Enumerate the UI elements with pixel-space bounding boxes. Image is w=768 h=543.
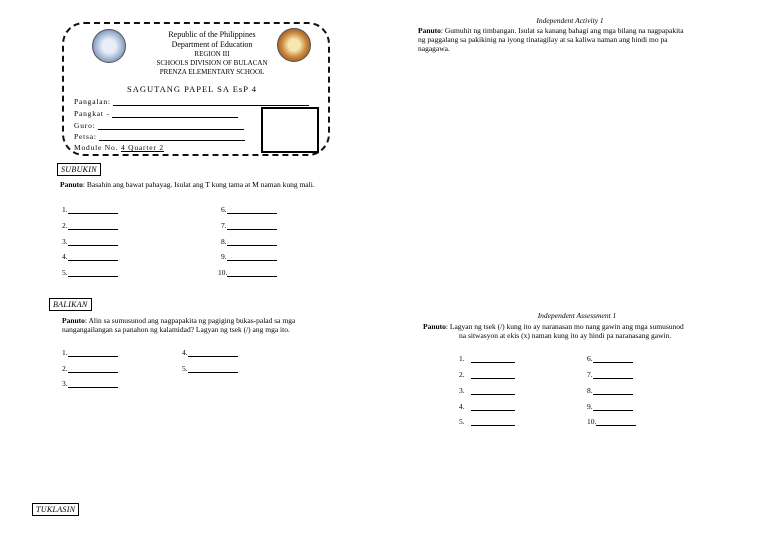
item-number: 5. xyxy=(62,268,68,277)
field-pangkat-label: Pangkat - xyxy=(74,109,110,118)
assessment-title: Independent Assessment 1 xyxy=(537,311,617,320)
item-number: 8. xyxy=(587,386,593,395)
item-number: 6. xyxy=(221,205,227,214)
subukin-item xyxy=(221,205,277,214)
assessment-item xyxy=(587,402,633,411)
field-pangkat xyxy=(74,109,238,118)
item-number: 4. xyxy=(459,402,465,411)
answer-blank[interactable] xyxy=(227,205,277,214)
header-line-4: SCHOOLS DIVISION OF BULACAN xyxy=(156,59,268,67)
assessment-item xyxy=(587,354,633,363)
header-line-3: REGION III xyxy=(194,50,230,58)
item-number: 3. xyxy=(62,379,68,388)
guro-blank[interactable] xyxy=(98,121,244,130)
assessment-item xyxy=(459,354,515,363)
field-petsa-label: Petsa: xyxy=(74,132,97,141)
assessment-instructions xyxy=(423,322,684,340)
activity-panuto-label: Panuto xyxy=(418,26,441,35)
field-pangalan-label: Pangalan: xyxy=(74,97,111,106)
item-number: 4. xyxy=(182,348,188,357)
assessment-item xyxy=(459,417,515,426)
answer-blank[interactable] xyxy=(68,364,118,373)
item-number: 7. xyxy=(221,221,227,230)
item-number: 2. xyxy=(62,221,68,230)
subukin-instructions xyxy=(60,180,315,189)
subukin-panuto-text: : Basahin ang bawat pahayag. Isulat ang T kung tama at M naman kung mali. xyxy=(82,180,315,189)
answer-blank[interactable] xyxy=(188,348,238,357)
answer-blank[interactable] xyxy=(68,268,118,277)
answer-blank[interactable] xyxy=(593,370,633,379)
answer-blank[interactable] xyxy=(68,205,118,214)
item-number: 5. xyxy=(182,364,188,373)
header-line-5: PRENZA ELEMENTARY SCHOOL xyxy=(159,68,265,76)
answer-blank[interactable] xyxy=(596,417,636,426)
subukin-item xyxy=(62,221,118,230)
subukin-item xyxy=(218,268,277,277)
answer-blank[interactable] xyxy=(227,252,277,261)
item-number: 9. xyxy=(221,252,227,261)
subukin-item xyxy=(62,237,118,246)
subukin-item xyxy=(62,205,118,214)
balikan-panuto-text-1: : Alin sa sumusunod ang nagpapakita ng pagiging bukas-palad sa mga xyxy=(84,316,296,325)
assessment-item xyxy=(459,370,515,379)
assessment-text-2: na sitwasyon at ekis (x) naman kung ito ay hindi pa naranasang gawin. xyxy=(459,331,672,340)
answer-blank[interactable] xyxy=(593,386,633,395)
item-number: 6. xyxy=(587,354,593,363)
pangkat-blank[interactable] xyxy=(112,109,238,118)
item-number: 7. xyxy=(587,370,593,379)
answer-blank[interactable] xyxy=(471,354,515,363)
item-number: 2. xyxy=(459,370,465,379)
answer-blank[interactable] xyxy=(227,221,277,230)
answer-blank[interactable] xyxy=(68,221,118,230)
assessment-item xyxy=(587,370,633,379)
header-line-2: Department of Education xyxy=(171,40,253,49)
item-number: 2. xyxy=(62,364,68,373)
balikan-item xyxy=(182,348,238,357)
activity-text-2: ng paggalang sa pakikinig na iyong tinatagilay at sa kaliwa naman ang hindi mo pa xyxy=(418,35,668,44)
subukin-item xyxy=(62,268,118,277)
field-petsa xyxy=(74,132,245,141)
item-number: 1. xyxy=(459,354,465,363)
answer-blank[interactable] xyxy=(227,237,277,246)
item-number: 5. xyxy=(459,417,465,426)
balikan-instructions xyxy=(62,316,295,334)
item-number: 1. xyxy=(62,205,68,214)
answer-blank[interactable] xyxy=(227,268,277,277)
page-title: SAGUTANG PAPEL SA EsP 4 xyxy=(126,84,257,94)
balikan-item xyxy=(182,364,238,373)
assessment-item xyxy=(587,386,633,395)
balikan-item xyxy=(62,364,118,373)
assessment-item xyxy=(459,386,515,395)
item-number: 3. xyxy=(459,386,465,395)
field-guro xyxy=(74,121,244,130)
answer-blank[interactable] xyxy=(471,370,515,379)
answer-blank[interactable] xyxy=(68,348,118,357)
activity-instructions xyxy=(418,26,684,53)
field-module xyxy=(74,143,164,152)
answer-blank[interactable] xyxy=(188,364,238,373)
subukin-item xyxy=(221,237,277,246)
assessment-item xyxy=(587,417,636,426)
answer-blank[interactable] xyxy=(68,379,118,388)
petsa-blank[interactable] xyxy=(99,132,245,141)
answer-blank[interactable] xyxy=(68,237,118,246)
balikan-item xyxy=(62,379,118,388)
section-label-tuklasin: TUKLASIN xyxy=(32,503,79,516)
field-guro-label: Guro: xyxy=(74,121,96,130)
subukin-panuto-label: Panuto xyxy=(60,180,83,189)
answer-blank[interactable] xyxy=(68,252,118,261)
item-number: 10. xyxy=(587,417,597,426)
module-value: 4 Quarter 2 xyxy=(120,143,164,152)
assessment-text-1: : Lagyan ng tsek (/) kung ito ay naranasan mo nang gawin ang mga sumusunod xyxy=(445,322,684,331)
activity-title: Independent Activity 1 xyxy=(536,16,604,25)
answer-blank[interactable] xyxy=(471,417,515,426)
balikan-item xyxy=(62,348,118,357)
answer-blank[interactable] xyxy=(593,354,633,363)
assessment-item xyxy=(459,402,515,411)
header-line-1: Republic of the Philippines xyxy=(168,30,256,39)
answer-blank[interactable] xyxy=(593,402,633,411)
section-label-balikan: BALIKAN xyxy=(49,298,92,311)
answer-blank[interactable] xyxy=(471,386,515,395)
item-number: 3. xyxy=(62,237,68,246)
balikan-panuto-text-2: nangangailangan sa panahon ng kalamidad? Lagyan ng tsek (/) ang mga ito. xyxy=(62,325,290,334)
deped-seal-icon xyxy=(92,29,126,63)
photo-box xyxy=(261,107,319,153)
item-number: 8. xyxy=(221,237,227,246)
pangalan-blank[interactable] xyxy=(113,97,309,106)
module-label: Module No. xyxy=(74,143,119,152)
subukin-item xyxy=(221,221,277,230)
activity-text-1: : Gumuhit ng timbangan. Isulat sa kanang bahagi ang mga bilang na nagpapakita xyxy=(440,26,684,35)
balikan-panuto-label: Panuto xyxy=(62,316,85,325)
assessment-panuto-label: Panuto xyxy=(423,322,446,331)
subukin-item xyxy=(221,252,277,261)
field-pangalan xyxy=(74,97,309,106)
item-number: 4. xyxy=(62,252,68,261)
activity-text-3: nagagawa. xyxy=(418,44,450,53)
subukin-item xyxy=(62,252,118,261)
item-number: 10. xyxy=(218,268,228,277)
section-label-subukin: SUBUKIN xyxy=(57,163,101,176)
answer-blank[interactable] xyxy=(471,402,515,411)
item-number: 9. xyxy=(587,402,593,411)
item-number: 1. xyxy=(62,348,68,357)
